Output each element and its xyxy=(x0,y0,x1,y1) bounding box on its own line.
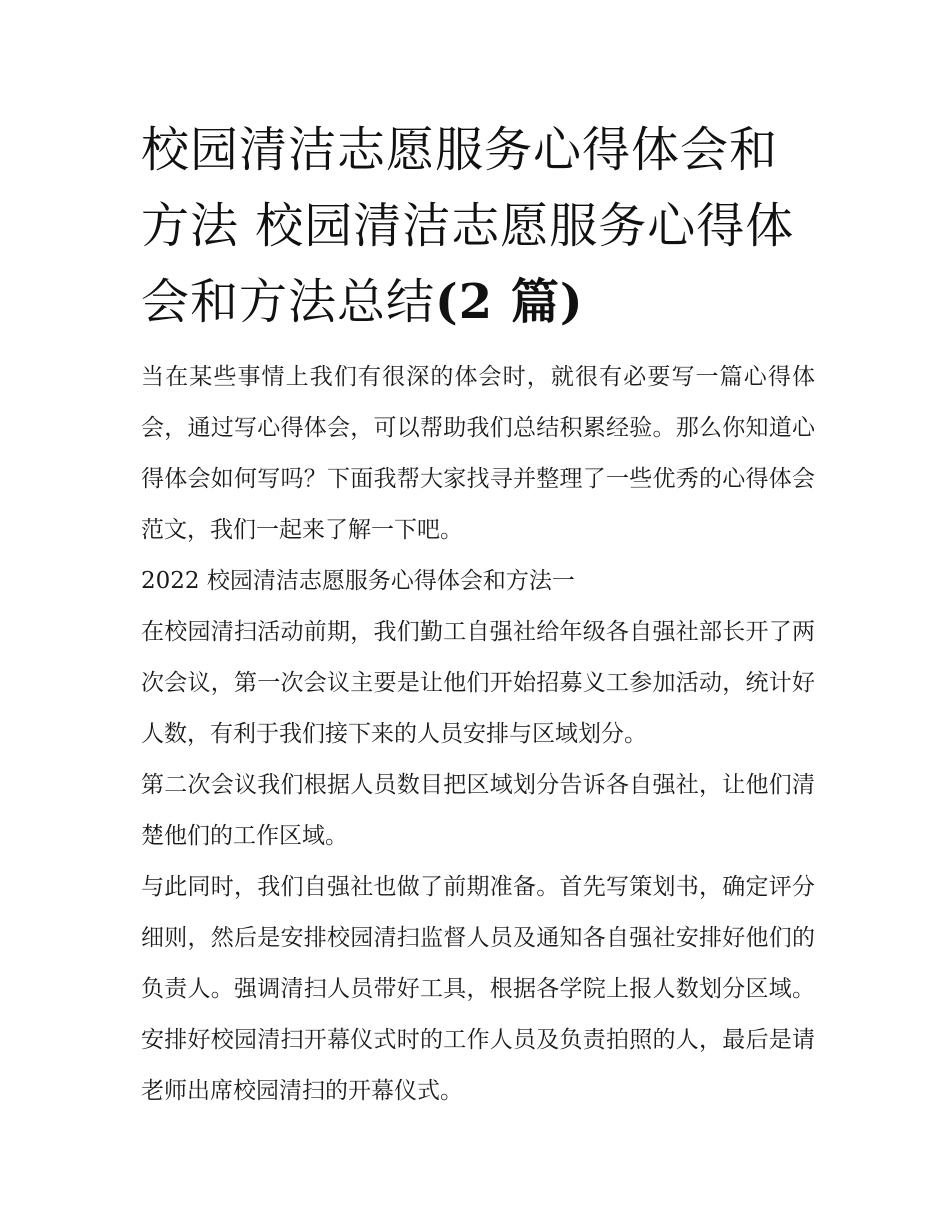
document-title xyxy=(141,112,815,340)
body-paragraph: 第二次会议我们根据人员数目把区域划分告诉各自强社，让他们清楚他们的工作区域。 xyxy=(141,772,815,849)
body-paragraph: 在校园清扫活动前期，我们勤工自强社给年级各自强社部长开了两次会议，第一次会议主要是让他们开始招募义工参加活动，统计好人数，有利于我们接下来的人员安排与区域划分。 xyxy=(141,619,815,747)
title-count: (2 篇) xyxy=(435,274,584,330)
section-heading: 2022 校园清洁志愿服务心得体会和方法一 xyxy=(141,568,575,594)
body-paragraph: 与此同时，我们自强社也做了前期准备。首先写策划书，确定评分细则，然后是安排校园清扫监督人员及通知各自强社安排好他们的负责人。强调清扫人员带好工具，根据各学院上报人数划分区域。安排好校园清扫开幕仪式时的工作人员及负责拍照的人，最后是请老师出席校园清扫的开幕仪式。 xyxy=(141,874,815,1104)
intro-paragraph: 当在某些事情上我们有很深的体会时，就很有必要写一篇心得体会，通过写心得体会，可以帮助我们总结积累经验。那么你知道心得体会如何写吗？下面我帮大家找寻并整理了一些优秀的心得体会范文，我们一起来了解一下吧。 xyxy=(141,364,815,543)
title-main: 校园清洁志愿服务心得体会和方法 校园清洁志愿服务心得体会和方法总结 xyxy=(141,122,795,330)
document-body xyxy=(141,352,815,1117)
